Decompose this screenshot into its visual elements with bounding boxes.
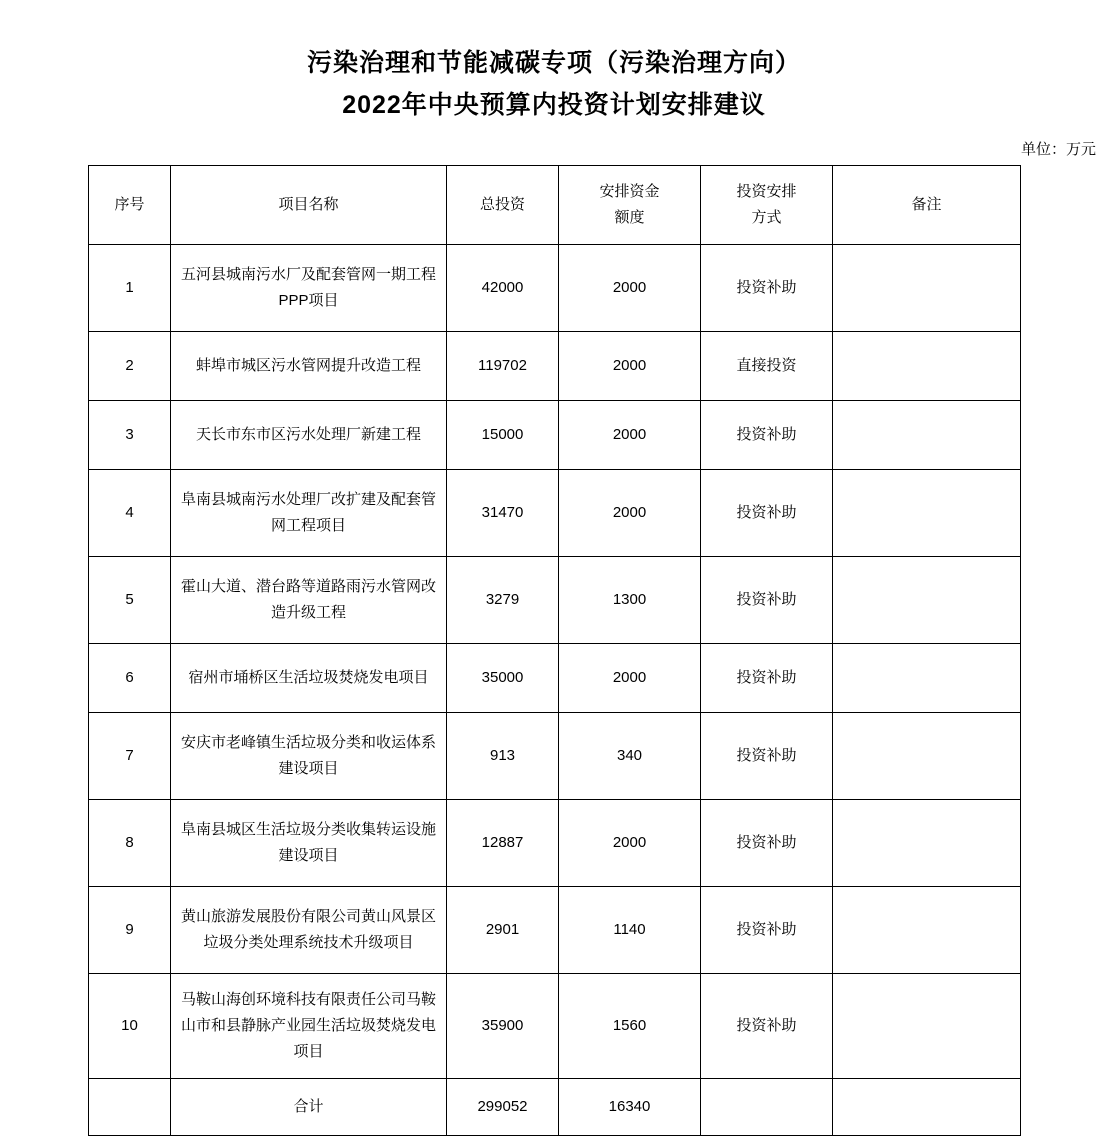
table-row bbox=[89, 800, 1021, 887]
cell-total: 31470 bbox=[447, 470, 559, 557]
cell-project-name: 宿州市埇桥区生活垃圾焚烧发电项目 bbox=[171, 644, 447, 713]
header-investment-mode bbox=[701, 166, 833, 245]
cell-seq: 1 bbox=[89, 245, 171, 332]
cell-project-name: 阜南县城区生活垃圾分类收集转运设施建设项目 bbox=[171, 800, 447, 887]
cell-mode: 投资补助 bbox=[701, 245, 833, 332]
header-total-investment: 总投资 bbox=[447, 166, 559, 245]
summary-remark bbox=[833, 1079, 1021, 1136]
cell-total: 913 bbox=[447, 713, 559, 800]
cell-seq: 8 bbox=[89, 800, 171, 887]
unit-note: 单位：万元 bbox=[1020, 141, 1096, 158]
cell-remark bbox=[833, 245, 1021, 332]
cell-amount: 2000 bbox=[559, 332, 701, 401]
cell-remark bbox=[833, 401, 1021, 470]
summary-empty-seq bbox=[89, 1079, 171, 1136]
cell-mode: 投资补助 bbox=[701, 401, 833, 470]
table-summary-row bbox=[89, 1079, 1021, 1136]
cell-amount: 340 bbox=[559, 713, 701, 800]
cell-total: 35900 bbox=[447, 974, 559, 1079]
summary-amount: 16340 bbox=[559, 1079, 701, 1136]
cell-seq: 10 bbox=[89, 974, 171, 1079]
page-title-line2: 2022年中央预算内投资计划安排建议 bbox=[342, 91, 766, 119]
cell-mode: 投资补助 bbox=[701, 557, 833, 644]
investment-plan-table bbox=[88, 165, 1021, 1136]
cell-total: 2901 bbox=[447, 887, 559, 974]
cell-remark bbox=[833, 557, 1021, 644]
summary-label: 合计 bbox=[171, 1079, 447, 1136]
cell-total: 35000 bbox=[447, 644, 559, 713]
table-row bbox=[89, 470, 1021, 557]
cell-amount: 1140 bbox=[559, 887, 701, 974]
cell-seq: 5 bbox=[89, 557, 171, 644]
header-arranged-amount-line1: 安排资金 bbox=[599, 183, 660, 200]
header-remark: 备注 bbox=[833, 166, 1021, 245]
header-investment-mode-line2: 方式 bbox=[751, 209, 782, 226]
cell-remark bbox=[833, 713, 1021, 800]
cell-total: 119702 bbox=[447, 332, 559, 401]
cell-remark bbox=[833, 644, 1021, 713]
cell-total: 12887 bbox=[447, 800, 559, 887]
cell-mode: 投资补助 bbox=[701, 800, 833, 887]
cell-remark bbox=[833, 470, 1021, 557]
table-row bbox=[89, 401, 1021, 470]
table-row bbox=[89, 332, 1021, 401]
cell-seq: 6 bbox=[89, 644, 171, 713]
table-container bbox=[0, 165, 1108, 1136]
cell-amount: 2000 bbox=[559, 245, 701, 332]
cell-project-name: 天长市东市区污水处理厂新建工程 bbox=[171, 401, 447, 470]
cell-amount: 2000 bbox=[559, 470, 701, 557]
cell-amount: 1560 bbox=[559, 974, 701, 1079]
table-body bbox=[89, 245, 1021, 1136]
summary-mode bbox=[701, 1079, 833, 1136]
cell-project-name: 蚌埠市城区污水管网提升改造工程 bbox=[171, 332, 447, 401]
cell-seq: 4 bbox=[89, 470, 171, 557]
cell-total: 3279 bbox=[447, 557, 559, 644]
cell-remark bbox=[833, 974, 1021, 1079]
table-row bbox=[89, 887, 1021, 974]
cell-total: 15000 bbox=[447, 401, 559, 470]
cell-mode: 投资补助 bbox=[701, 713, 833, 800]
cell-project-name: 霍山大道、潜台路等道路雨污水管网改造升级工程 bbox=[171, 557, 447, 644]
cell-project-name: 安庆市老峰镇生活垃圾分类和收运体系建设项目 bbox=[171, 713, 447, 800]
cell-seq: 3 bbox=[89, 401, 171, 470]
page-title bbox=[0, 0, 1108, 126]
table-row bbox=[89, 713, 1021, 800]
cell-mode: 投资补助 bbox=[701, 887, 833, 974]
cell-seq: 7 bbox=[89, 713, 171, 800]
cell-total: 42000 bbox=[447, 245, 559, 332]
header-arranged-amount bbox=[559, 166, 701, 245]
cell-amount: 2000 bbox=[559, 644, 701, 713]
page-title-line1: 污染治理和节能减碳专项（污染治理方向） bbox=[306, 49, 801, 77]
cell-amount: 2000 bbox=[559, 401, 701, 470]
cell-project-name: 黄山旅游发展股份有限公司黄山风景区垃圾分类处理系统技术升级项目 bbox=[171, 887, 447, 974]
table-row bbox=[89, 557, 1021, 644]
header-investment-mode-line1: 投资安排 bbox=[736, 183, 797, 200]
cell-seq: 2 bbox=[89, 332, 171, 401]
cell-amount: 2000 bbox=[559, 800, 701, 887]
table-header-row bbox=[89, 166, 1021, 245]
cell-mode: 直接投资 bbox=[701, 332, 833, 401]
cell-remark bbox=[833, 887, 1021, 974]
cell-mode: 投资补助 bbox=[701, 470, 833, 557]
cell-seq: 9 bbox=[89, 887, 171, 974]
header-project-name: 项目名称 bbox=[171, 166, 447, 245]
cell-amount: 1300 bbox=[559, 557, 701, 644]
cell-project-name: 马鞍山海创环境科技有限责任公司马鞍山市和县静脉产业园生活垃圾焚烧发电项目 bbox=[171, 974, 447, 1079]
header-arranged-amount-line2: 额度 bbox=[614, 209, 645, 226]
table-header bbox=[89, 166, 1021, 245]
table-row bbox=[89, 644, 1021, 713]
cell-project-name: 五河县城南污水厂及配套管网一期工程PPP项目 bbox=[171, 245, 447, 332]
cell-remark bbox=[833, 332, 1021, 401]
cell-mode: 投资补助 bbox=[701, 644, 833, 713]
header-seq: 序号 bbox=[89, 166, 171, 245]
table-row bbox=[89, 974, 1021, 1079]
summary-total: 299052 bbox=[447, 1079, 559, 1136]
cell-mode: 投资补助 bbox=[701, 974, 833, 1079]
cell-remark bbox=[833, 800, 1021, 887]
table-row bbox=[89, 245, 1021, 332]
cell-project-name: 阜南县城南污水处理厂改扩建及配套管网工程项目 bbox=[171, 470, 447, 557]
